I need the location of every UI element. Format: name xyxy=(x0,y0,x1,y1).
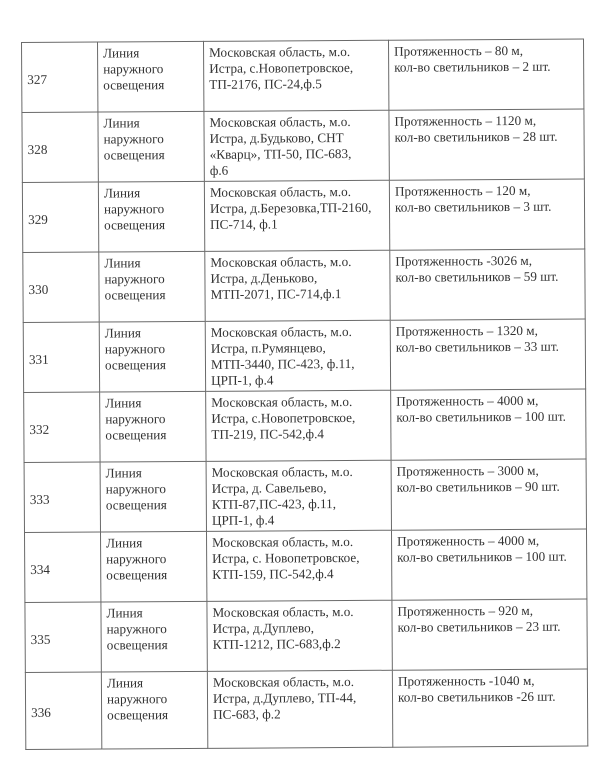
description-cell xyxy=(390,319,585,390)
object-name-cell xyxy=(99,251,205,322)
object-name-line: наружного xyxy=(106,691,168,707)
description-line: кол-во светильников – 90 шт. xyxy=(396,478,560,495)
object-name-line: Линия xyxy=(103,45,140,61)
object-name-line: наружного xyxy=(103,61,164,77)
address-line: Истра, п.Румянцево, xyxy=(210,340,326,356)
address-line: ПС-683, ф.2 xyxy=(213,706,281,722)
object-name-line: Линия xyxy=(106,605,143,621)
address-line: ЦРП-1, ф.4 xyxy=(211,512,275,528)
description-cell xyxy=(392,599,587,670)
description-cell xyxy=(389,179,584,250)
address-cell xyxy=(205,250,390,321)
address-line: Московская область, м.о. xyxy=(212,533,354,550)
address-line: Истра, д.Дуплево, ТП-44, xyxy=(212,689,357,706)
description-cell xyxy=(388,39,583,110)
description-line: кол-во светильников -26 шт. xyxy=(397,688,556,705)
row-number-cell xyxy=(24,532,100,602)
address-cell xyxy=(206,460,391,531)
object-name-cell xyxy=(98,181,204,252)
address-line: Московская область, м.о. xyxy=(209,113,351,130)
table-row xyxy=(25,599,587,672)
object-name-cell xyxy=(99,321,205,392)
description-line: Протяженность – 80 м, xyxy=(394,42,524,59)
address-line: Московская область, м.о. xyxy=(209,183,352,200)
row-number: 335 xyxy=(30,631,51,647)
object-name-line: Линия xyxy=(106,675,144,691)
object-name-line: освещения xyxy=(104,217,166,233)
address-line: Истра, д.Дуплево, xyxy=(212,620,315,636)
row-number: 328 xyxy=(27,141,48,157)
address-line: Московская область, м.о. xyxy=(211,463,353,480)
table-row xyxy=(25,669,587,749)
description-line: Протяженность – 4000 м, xyxy=(396,392,539,409)
address-line: Истра, с.Новопетровское, xyxy=(209,59,354,76)
description-line: кол-во светильников – 23 шт. xyxy=(397,618,561,635)
description-cell xyxy=(391,459,586,530)
description-cell xyxy=(389,109,584,180)
address-line: ТП-219, ПС-542,ф.4 xyxy=(211,426,325,442)
object-name-line: Линия xyxy=(106,535,143,551)
table-row xyxy=(24,389,586,462)
address-line: ЦРП-1, ф.4 xyxy=(211,372,274,388)
table-row xyxy=(22,179,584,252)
table-row xyxy=(24,529,586,602)
address-line: Истра, д. Савельево, xyxy=(211,480,327,496)
description-cell xyxy=(392,669,587,747)
object-name-cell xyxy=(100,461,206,532)
description-line: Протяженность – 4000 м, xyxy=(397,532,540,549)
description-line: Протяженность – 120 м, xyxy=(394,182,531,199)
description-line: Протяженность – 1120 м, xyxy=(394,112,537,129)
row-number: 327 xyxy=(27,71,48,87)
object-name-cell xyxy=(98,41,204,112)
object-name-line: наружного xyxy=(105,481,166,497)
description-cell xyxy=(391,529,586,600)
lighting-lines-table xyxy=(21,39,588,750)
address-line: Истра, д.Деньково, xyxy=(210,270,318,286)
object-name-cell xyxy=(98,111,204,182)
row-number: 331 xyxy=(28,351,49,367)
row-number: 334 xyxy=(30,561,51,577)
address-line: Московская область, м.о. xyxy=(211,393,353,410)
description-line: Протяженность – 3000 м, xyxy=(396,462,539,479)
table-row xyxy=(22,109,584,182)
table-row xyxy=(22,39,584,112)
row-number-cell xyxy=(22,112,98,182)
description-line: кол-во светильников – 100 шт. xyxy=(396,408,566,425)
table-body xyxy=(22,39,588,749)
object-name-line: освещения xyxy=(106,567,168,583)
object-name-line: освещения xyxy=(105,497,167,513)
address-cell xyxy=(207,670,392,748)
object-name-line: освещения xyxy=(104,287,166,303)
description-line: Протяженность -3026 м, xyxy=(395,252,533,269)
address-line: «Кварц», ТП-50, ПС-683, xyxy=(209,145,352,162)
description-line: кол-во светильников – 2 шт. xyxy=(394,58,551,75)
address-line: ПС-714, ф.1 xyxy=(210,216,278,232)
description-line: кол-во светильников – 100 шт. xyxy=(397,548,567,565)
object-name-line: освещения xyxy=(104,357,166,373)
row-number-cell xyxy=(24,462,100,532)
object-name-line: наружного xyxy=(105,411,166,427)
object-name-line: Линия xyxy=(105,395,142,411)
address-line: Московская область, м.о. xyxy=(212,603,354,620)
row-number: 333 xyxy=(29,491,50,507)
description-line: кол-во светильников – 28 шт. xyxy=(394,128,558,145)
address-line: Истра, с. Новопетровское, xyxy=(212,549,360,566)
address-line: МТП-2071, ПС-714,ф.1 xyxy=(210,286,342,302)
row-number-cell xyxy=(23,252,99,322)
table-row xyxy=(23,319,585,392)
object-name-line: Линия xyxy=(103,185,141,201)
address-line: Истра, с.Новопетровское, xyxy=(211,409,356,426)
address-line: КТП-159, ПС-542,ф.4 xyxy=(212,566,334,582)
object-name-line: наружного xyxy=(104,341,166,357)
object-name-line: наружного xyxy=(104,271,165,287)
object-name-line: наружного xyxy=(106,621,167,637)
object-name-line: Линия xyxy=(104,325,142,341)
object-name-line: наружного xyxy=(106,551,167,567)
address-line: МТП-3440, ПС-423, ф.11, xyxy=(210,355,355,372)
object-name-line: наружного xyxy=(103,201,165,217)
object-name-cell xyxy=(101,601,207,672)
address-cell xyxy=(203,40,388,111)
address-cell xyxy=(206,390,391,461)
table-row xyxy=(23,249,585,322)
address-cell xyxy=(205,320,390,391)
row-number: 329 xyxy=(28,211,48,227)
row-number-cell xyxy=(23,322,99,392)
row-number: 336 xyxy=(31,704,51,720)
address-cell xyxy=(207,600,392,671)
address-line: Московская область, м.о. xyxy=(212,673,355,690)
description-line: кол-во светильников – 3 шт. xyxy=(394,198,552,215)
object-name-cell xyxy=(101,671,207,749)
object-name-line: освещения xyxy=(103,77,165,93)
address-line: Московская область, м.о. xyxy=(210,323,352,340)
description-cell xyxy=(390,249,585,320)
address-cell xyxy=(204,110,389,181)
description-cell xyxy=(391,389,586,460)
row-number-cell xyxy=(25,672,101,749)
object-name-line: Линия xyxy=(104,255,141,271)
object-name-line: Линия xyxy=(105,465,142,481)
object-name-cell xyxy=(100,531,206,602)
object-name-line: освещения xyxy=(103,147,165,163)
object-name-line: освещения xyxy=(107,707,169,723)
object-name-line: наружного xyxy=(103,131,164,147)
address-line: КТП-1212, ПС-683,ф.2 xyxy=(212,636,341,652)
address-line: Московская область, м.о. xyxy=(210,253,352,270)
address-cell xyxy=(206,530,391,601)
description-line: Протяженность -1040 м, xyxy=(397,672,535,689)
address-line: ф.6 xyxy=(209,162,229,178)
description-line: кол-во светильников – 33 шт. xyxy=(395,338,559,355)
address-line: Московская область, м.о. xyxy=(209,43,351,60)
object-name-line: освещения xyxy=(105,427,167,443)
address-line: Истра, д.Будьково, СНТ xyxy=(209,130,344,146)
table-row xyxy=(24,459,586,532)
row-number-cell xyxy=(22,42,98,112)
row-number-cell xyxy=(24,392,100,462)
object-name-cell xyxy=(100,391,206,462)
row-number-cell xyxy=(25,602,101,672)
row-number: 332 xyxy=(29,421,50,437)
row-number-cell xyxy=(22,182,98,252)
object-name-line: освещения xyxy=(106,637,168,653)
address-line: КТП-87,ПС-423, ф.11, xyxy=(211,496,337,512)
address-line: ТП-2176, ПС-24,ф.5 xyxy=(209,76,322,92)
row-number: 330 xyxy=(28,281,49,297)
address-line: Истра, д.Березовка,ТП-2160, xyxy=(209,199,372,216)
description-line: кол-во светильников – 59 шт. xyxy=(395,268,559,285)
description-line: Протяженность – 920 м, xyxy=(397,602,534,619)
description-line: Протяженность – 1320 м, xyxy=(395,322,538,339)
object-name-line: Линия xyxy=(103,115,140,131)
address-cell xyxy=(204,180,389,251)
